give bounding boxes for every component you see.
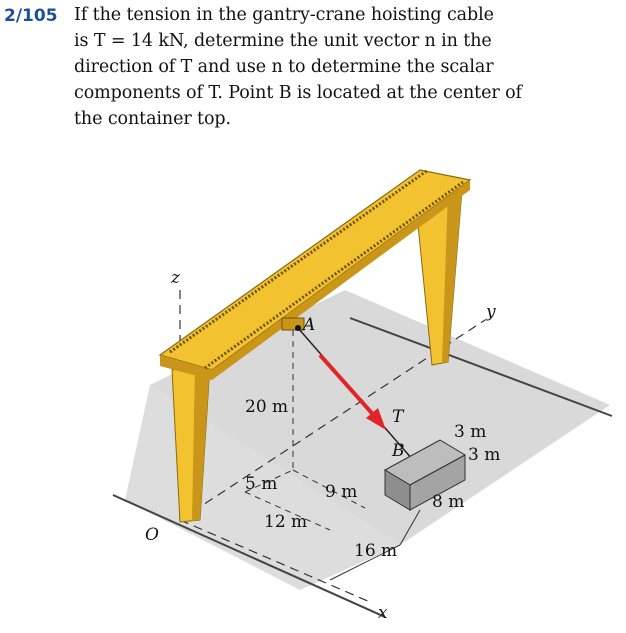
label-3m-side: 3 m xyxy=(468,445,501,465)
label-a: A xyxy=(303,315,316,335)
problem-line-5: the container top. xyxy=(74,109,231,129)
label-3m-top: 3 m xyxy=(454,422,487,442)
label-16m: 16 m xyxy=(354,541,398,561)
problem-line-2: is T = 14 kN, determine the unit vector n in the xyxy=(74,31,492,51)
label-origin: O xyxy=(145,525,159,545)
label-8m: 8 m xyxy=(432,492,465,512)
problem-line-1: If the tension in the gantry-crane hoisting cable xyxy=(74,5,494,25)
label-b: B xyxy=(392,441,405,461)
problem-number: 2/105 xyxy=(4,6,58,26)
problem-statement xyxy=(0,0,626,140)
point-a xyxy=(295,325,301,331)
label-20m: 20 m xyxy=(245,397,289,417)
problem-line-3: direction of T and use n to determine the scalar xyxy=(74,57,494,77)
label-t: T xyxy=(392,407,404,427)
label-x: x xyxy=(378,603,388,623)
label-z: z xyxy=(171,268,180,288)
label-9m: 9 m xyxy=(325,482,358,502)
label-12m: 12 m xyxy=(264,512,308,532)
problem-line-4: components of T. Point B is located at the center of xyxy=(74,83,522,103)
label-5m: 5 m xyxy=(245,474,278,494)
label-y: y xyxy=(486,302,496,322)
gantry-crane-figure xyxy=(0,140,626,633)
